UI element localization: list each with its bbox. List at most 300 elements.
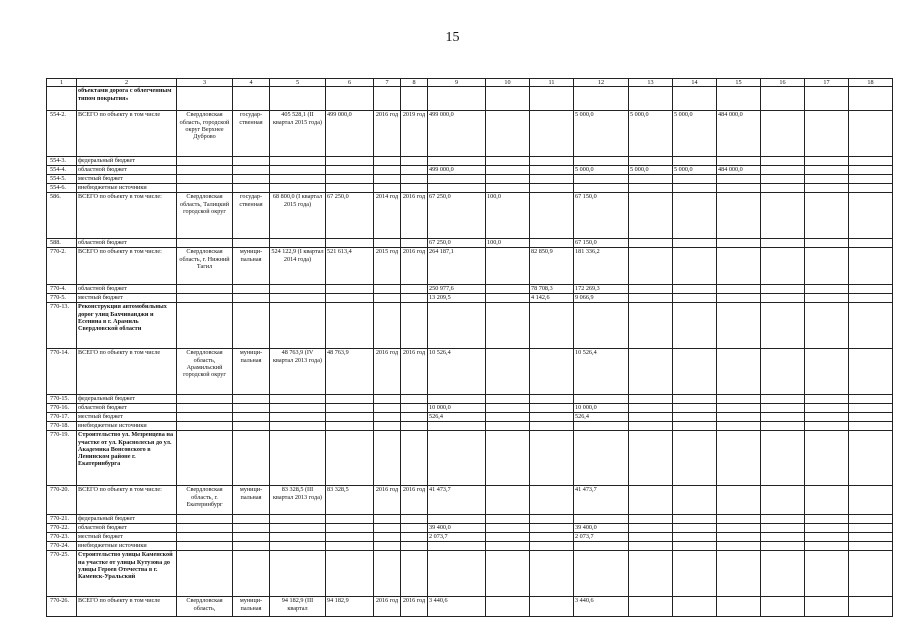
table-cell: 770-20. [47, 486, 77, 515]
table-cell [270, 395, 326, 404]
table-cell [761, 349, 805, 395]
table-cell [177, 542, 233, 551]
column-number: 5 [270, 79, 326, 87]
table-cell: 41 473,7 [574, 486, 629, 515]
table-cell [530, 404, 574, 413]
table-cell [717, 515, 761, 524]
table-row [47, 597, 893, 617]
table-cell: внебюджетные источники [77, 422, 177, 431]
table-cell [233, 524, 270, 533]
table-cell: 13 209,5 [428, 294, 486, 303]
table-cell [374, 303, 401, 349]
table-cell [428, 515, 486, 524]
table-cell [177, 524, 233, 533]
table-cell [486, 542, 530, 551]
table-cell: Строительство улицы Каменской на участке от улицы Кутузова до улицы Героев Отечества в г. Каменск-Уральский [77, 551, 177, 597]
table-cell [486, 248, 530, 285]
table-cell [270, 422, 326, 431]
table-row [47, 193, 893, 239]
table-cell [401, 551, 428, 597]
table-cell [805, 422, 849, 431]
table-cell [233, 422, 270, 431]
column-number: 18 [849, 79, 893, 87]
table-cell [530, 239, 574, 248]
table-cell: 5 000,0 [673, 166, 717, 175]
table-cell [805, 184, 849, 193]
table-cell: 770-4. [47, 285, 77, 294]
table-cell [374, 157, 401, 166]
table-cell [849, 157, 893, 166]
table-cell [717, 404, 761, 413]
table-cell [401, 175, 428, 184]
table-cell [177, 87, 233, 111]
table-cell [177, 404, 233, 413]
table-cell [805, 404, 849, 413]
table-cell [849, 193, 893, 239]
table-cell [849, 175, 893, 184]
table-cell: объектами дорога с облегченным типом покрытия» [77, 87, 177, 111]
table-cell [374, 515, 401, 524]
table-cell: 2 073,7 [428, 533, 486, 542]
table-cell: 499 000,0 [326, 111, 374, 157]
table-cell [530, 193, 574, 239]
table-cell [805, 239, 849, 248]
table-cell [374, 404, 401, 413]
table-cell: 770-2. [47, 248, 77, 285]
column-number: 1 [47, 79, 77, 87]
table-cell: 554-4. [47, 166, 77, 175]
table-cell: федеральный бюджет [77, 157, 177, 166]
table-cell [761, 87, 805, 111]
table-cell [401, 413, 428, 422]
table-cell [849, 413, 893, 422]
table-row [47, 349, 893, 395]
table-cell [761, 184, 805, 193]
investment-table [46, 78, 893, 617]
table-cell [270, 157, 326, 166]
table-cell [849, 422, 893, 431]
table-cell [805, 431, 849, 486]
table-cell [326, 157, 374, 166]
table-cell: 9 066,9 [574, 294, 629, 303]
table-row [47, 515, 893, 524]
table-cell [326, 395, 374, 404]
table-cell: 100,0 [486, 239, 530, 248]
table-cell: 3 440,6 [574, 597, 629, 617]
table-row [47, 248, 893, 285]
table-cell [233, 87, 270, 111]
table-cell [629, 175, 673, 184]
table-cell: 2014 год [374, 193, 401, 239]
table-cell: 526,4 [574, 413, 629, 422]
table-cell [717, 349, 761, 395]
table-cell [270, 431, 326, 486]
table-cell [761, 239, 805, 248]
table-cell [574, 303, 629, 349]
column-number: 3 [177, 79, 233, 87]
column-number: 12 [574, 79, 629, 87]
table-cell: 67 250,0 [428, 193, 486, 239]
table-cell: 78 708,3 [530, 285, 574, 294]
table-cell [717, 524, 761, 533]
table-cell [530, 597, 574, 617]
table-cell: 770-13. [47, 303, 77, 349]
table-cell [761, 285, 805, 294]
table-cell [270, 533, 326, 542]
table-cell: 3 440,6 [428, 597, 486, 617]
table-cell [761, 193, 805, 239]
header-row [47, 79, 893, 87]
table-cell: 770-18. [47, 422, 77, 431]
table-cell [177, 166, 233, 175]
table-cell: 554-3. [47, 157, 77, 166]
table-cell [233, 303, 270, 349]
column-number: 15 [717, 79, 761, 87]
table-cell: Свердловская область, Талицкий городской округ [177, 193, 233, 239]
table-row [47, 542, 893, 551]
table-cell [717, 551, 761, 597]
table-cell: 181 336,2 [574, 248, 629, 285]
table-cell [270, 515, 326, 524]
table-cell: 94 182,9 [326, 597, 374, 617]
table-cell [849, 431, 893, 486]
table-cell [629, 248, 673, 285]
table-cell [673, 551, 717, 597]
table-cell [401, 157, 428, 166]
table-cell [270, 239, 326, 248]
table-cell: 83 328,5 (III квартал 2013 года) [270, 486, 326, 515]
table-cell: 82 850,9 [530, 248, 574, 285]
table-row [47, 431, 893, 486]
table-cell: 2015 год [374, 248, 401, 285]
table-cell: 586. [47, 193, 77, 239]
table-cell [486, 111, 530, 157]
table-cell [428, 87, 486, 111]
column-number: 17 [805, 79, 849, 87]
table-cell: Свердловская область, [177, 597, 233, 617]
table-cell [849, 87, 893, 111]
table-cell [486, 166, 530, 175]
table-cell: внебюджетные источники [77, 542, 177, 551]
table-cell [326, 175, 374, 184]
table-cell [673, 248, 717, 285]
page-number: 15 [445, 30, 460, 45]
table-cell [849, 294, 893, 303]
table-cell: местный бюджет [77, 175, 177, 184]
table-cell [326, 239, 374, 248]
table-cell [717, 87, 761, 111]
table-cell: областной бюджет [77, 166, 177, 175]
table-cell [233, 533, 270, 542]
table-cell: ВСЕГО по объекту в том числе [77, 111, 177, 157]
table-cell: муници-пальная [233, 248, 270, 285]
table-cell: государ-ственная [233, 111, 270, 157]
table-row [47, 303, 893, 349]
table-cell [849, 395, 893, 404]
table-cell [849, 248, 893, 285]
table-cell [177, 515, 233, 524]
table-cell [326, 542, 374, 551]
table-cell: 4 142,6 [530, 294, 574, 303]
table-cell [761, 157, 805, 166]
table-cell [761, 248, 805, 285]
table-cell: муници-пальная [233, 597, 270, 617]
table-cell [849, 111, 893, 157]
table-cell [374, 395, 401, 404]
table-cell [428, 551, 486, 597]
table-cell [233, 431, 270, 486]
table-cell: областной бюджет [77, 404, 177, 413]
table-cell [270, 413, 326, 422]
table-cell [326, 294, 374, 303]
table-cell [629, 551, 673, 597]
table-cell [486, 349, 530, 395]
table-cell: 554-6. [47, 184, 77, 193]
table-cell [374, 551, 401, 597]
table-cell: 48 763,9 (IV квартал 2013 года) [270, 349, 326, 395]
table-cell [233, 166, 270, 175]
table-cell: 5 000,0 [629, 166, 673, 175]
table-row [47, 166, 893, 175]
table-cell: 770-5. [47, 294, 77, 303]
table-cell [574, 87, 629, 111]
table-cell [530, 515, 574, 524]
table-cell [849, 184, 893, 193]
table-cell [326, 551, 374, 597]
table-cell [805, 285, 849, 294]
table-cell [761, 431, 805, 486]
table-cell [530, 349, 574, 395]
table-cell [401, 87, 428, 111]
table-cell [530, 533, 574, 542]
table-cell: 172 269,3 [574, 285, 629, 294]
table-cell: Свердловская область, г. Екатеринбург [177, 486, 233, 515]
column-number: 8 [401, 79, 428, 87]
table-cell [428, 431, 486, 486]
table-cell [849, 533, 893, 542]
table-cell [486, 515, 530, 524]
table-cell [761, 303, 805, 349]
table-cell [374, 294, 401, 303]
table-cell: 770-25. [47, 551, 77, 597]
table-cell: местный бюджет [77, 294, 177, 303]
table-cell [717, 486, 761, 515]
table-cell: 10 526,4 [574, 349, 629, 395]
table-cell: 39 400,0 [428, 524, 486, 533]
table-cell [486, 157, 530, 166]
table-cell [374, 413, 401, 422]
table-cell: 499 000,0 [428, 166, 486, 175]
table-cell [805, 111, 849, 157]
table-cell [849, 303, 893, 349]
table-cell [673, 294, 717, 303]
table-cell [270, 285, 326, 294]
table-cell [428, 303, 486, 349]
table-cell [233, 157, 270, 166]
table-cell [486, 294, 530, 303]
table-cell: 2016 год [401, 486, 428, 515]
table-cell: 770-14. [47, 349, 77, 395]
table-cell [270, 303, 326, 349]
table-cell: 2016 год [374, 349, 401, 395]
table-cell: 2016 год [401, 248, 428, 285]
table-cell [629, 422, 673, 431]
table-cell [270, 175, 326, 184]
table-cell: 554-2. [47, 111, 77, 157]
table-cell [428, 175, 486, 184]
table-cell [374, 184, 401, 193]
table-cell [326, 515, 374, 524]
table-cell [849, 285, 893, 294]
column-number: 16 [761, 79, 805, 87]
table-cell [177, 413, 233, 422]
table-cell [761, 111, 805, 157]
table-cell [47, 87, 77, 111]
table-cell: местный бюджет [77, 533, 177, 542]
table-cell [233, 551, 270, 597]
table-cell: 2016 год [374, 111, 401, 157]
table-cell [805, 515, 849, 524]
table-cell [374, 166, 401, 175]
table-cell [177, 303, 233, 349]
table-cell [233, 294, 270, 303]
table-cell [717, 597, 761, 617]
table-cell: областной бюджет [77, 524, 177, 533]
table-cell [270, 87, 326, 111]
table-cell: ВСЕГО по объекту в том числе: [77, 486, 177, 515]
table-cell: ВСЕГО по объекту в том числе [77, 597, 177, 617]
table-cell [761, 524, 805, 533]
table-cell: Реконструкция автомобильных дорог улиц Бахчиванджи и Есенина в г. Арамиль Свердловской области [77, 303, 177, 349]
table-cell [401, 285, 428, 294]
table-cell [401, 533, 428, 542]
table-cell [761, 551, 805, 597]
table-row [47, 404, 893, 413]
table-cell [270, 542, 326, 551]
table-row [47, 524, 893, 533]
table-cell [530, 431, 574, 486]
table-cell [486, 551, 530, 597]
table-cell [849, 551, 893, 597]
table-cell [401, 542, 428, 551]
table-cell [849, 597, 893, 617]
table-cell [849, 404, 893, 413]
table-cell: 524 122,9 (I квартал 2014 года) [270, 248, 326, 285]
table-cell [326, 87, 374, 111]
table-cell [805, 597, 849, 617]
table-cell [401, 404, 428, 413]
table-cell [717, 533, 761, 542]
table-cell [629, 87, 673, 111]
table-cell: 2016 год [401, 193, 428, 239]
table-cell [629, 597, 673, 617]
table-cell: федеральный бюджет [77, 395, 177, 404]
table-cell: 83 328,5 [326, 486, 374, 515]
table-cell: 770-24. [47, 542, 77, 551]
table-cell [530, 542, 574, 551]
table-cell: 2016 год [374, 486, 401, 515]
column-number: 4 [233, 79, 270, 87]
table-cell: 2016 год [401, 597, 428, 617]
table-cell: 770-22. [47, 524, 77, 533]
table-cell [574, 157, 629, 166]
table-cell [629, 285, 673, 294]
table-cell [629, 524, 673, 533]
table-cell: 10 000,0 [428, 404, 486, 413]
table-cell [761, 542, 805, 551]
table-row [47, 533, 893, 542]
table-cell [761, 166, 805, 175]
table-cell [486, 184, 530, 193]
table-cell [374, 285, 401, 294]
table-cell [805, 87, 849, 111]
table-cell [805, 303, 849, 349]
table-cell: ВСЕГО по объекту в том числе: [77, 193, 177, 239]
table-cell [805, 193, 849, 239]
table-cell [673, 239, 717, 248]
table-cell [270, 551, 326, 597]
table-cell: 2 073,7 [574, 533, 629, 542]
table-cell: 41 473,7 [428, 486, 486, 515]
table-cell [401, 294, 428, 303]
table-cell [673, 193, 717, 239]
table-cell [673, 515, 717, 524]
table-cell: 770-17. [47, 413, 77, 422]
table-row [47, 184, 893, 193]
table-cell [486, 413, 530, 422]
table-cell [629, 239, 673, 248]
table-cell [673, 413, 717, 422]
table-cell [673, 597, 717, 617]
table-row [47, 157, 893, 166]
table-cell [374, 542, 401, 551]
table-cell [374, 524, 401, 533]
table-cell [849, 166, 893, 175]
column-number: 13 [629, 79, 673, 87]
table-cell [486, 524, 530, 533]
table-cell: 554-5. [47, 175, 77, 184]
table-cell [805, 395, 849, 404]
table-cell [673, 303, 717, 349]
table-cell: 405 528,1 (II квартал 2015 года) [270, 111, 326, 157]
table-cell [805, 166, 849, 175]
table-cell: 5 000,0 [673, 111, 717, 157]
table-cell: 10 526,4 [428, 349, 486, 395]
table-cell [486, 404, 530, 413]
table-cell [717, 431, 761, 486]
table-cell [530, 551, 574, 597]
table-cell [401, 431, 428, 486]
table-cell: 100,0 [486, 193, 530, 239]
table-cell [673, 87, 717, 111]
table-cell [805, 294, 849, 303]
table-cell [717, 239, 761, 248]
table-cell [574, 184, 629, 193]
table-cell: Свердловская область, г. Нижний Тагил [177, 248, 233, 285]
table-cell [717, 395, 761, 404]
table-cell [428, 542, 486, 551]
table-cell [530, 524, 574, 533]
table-cell [401, 422, 428, 431]
table-cell [486, 486, 530, 515]
table-cell [486, 597, 530, 617]
table-cell [530, 111, 574, 157]
table-cell [530, 175, 574, 184]
table-cell: 588. [47, 239, 77, 248]
table-cell [805, 486, 849, 515]
table-cell [629, 515, 673, 524]
table-cell [629, 157, 673, 166]
